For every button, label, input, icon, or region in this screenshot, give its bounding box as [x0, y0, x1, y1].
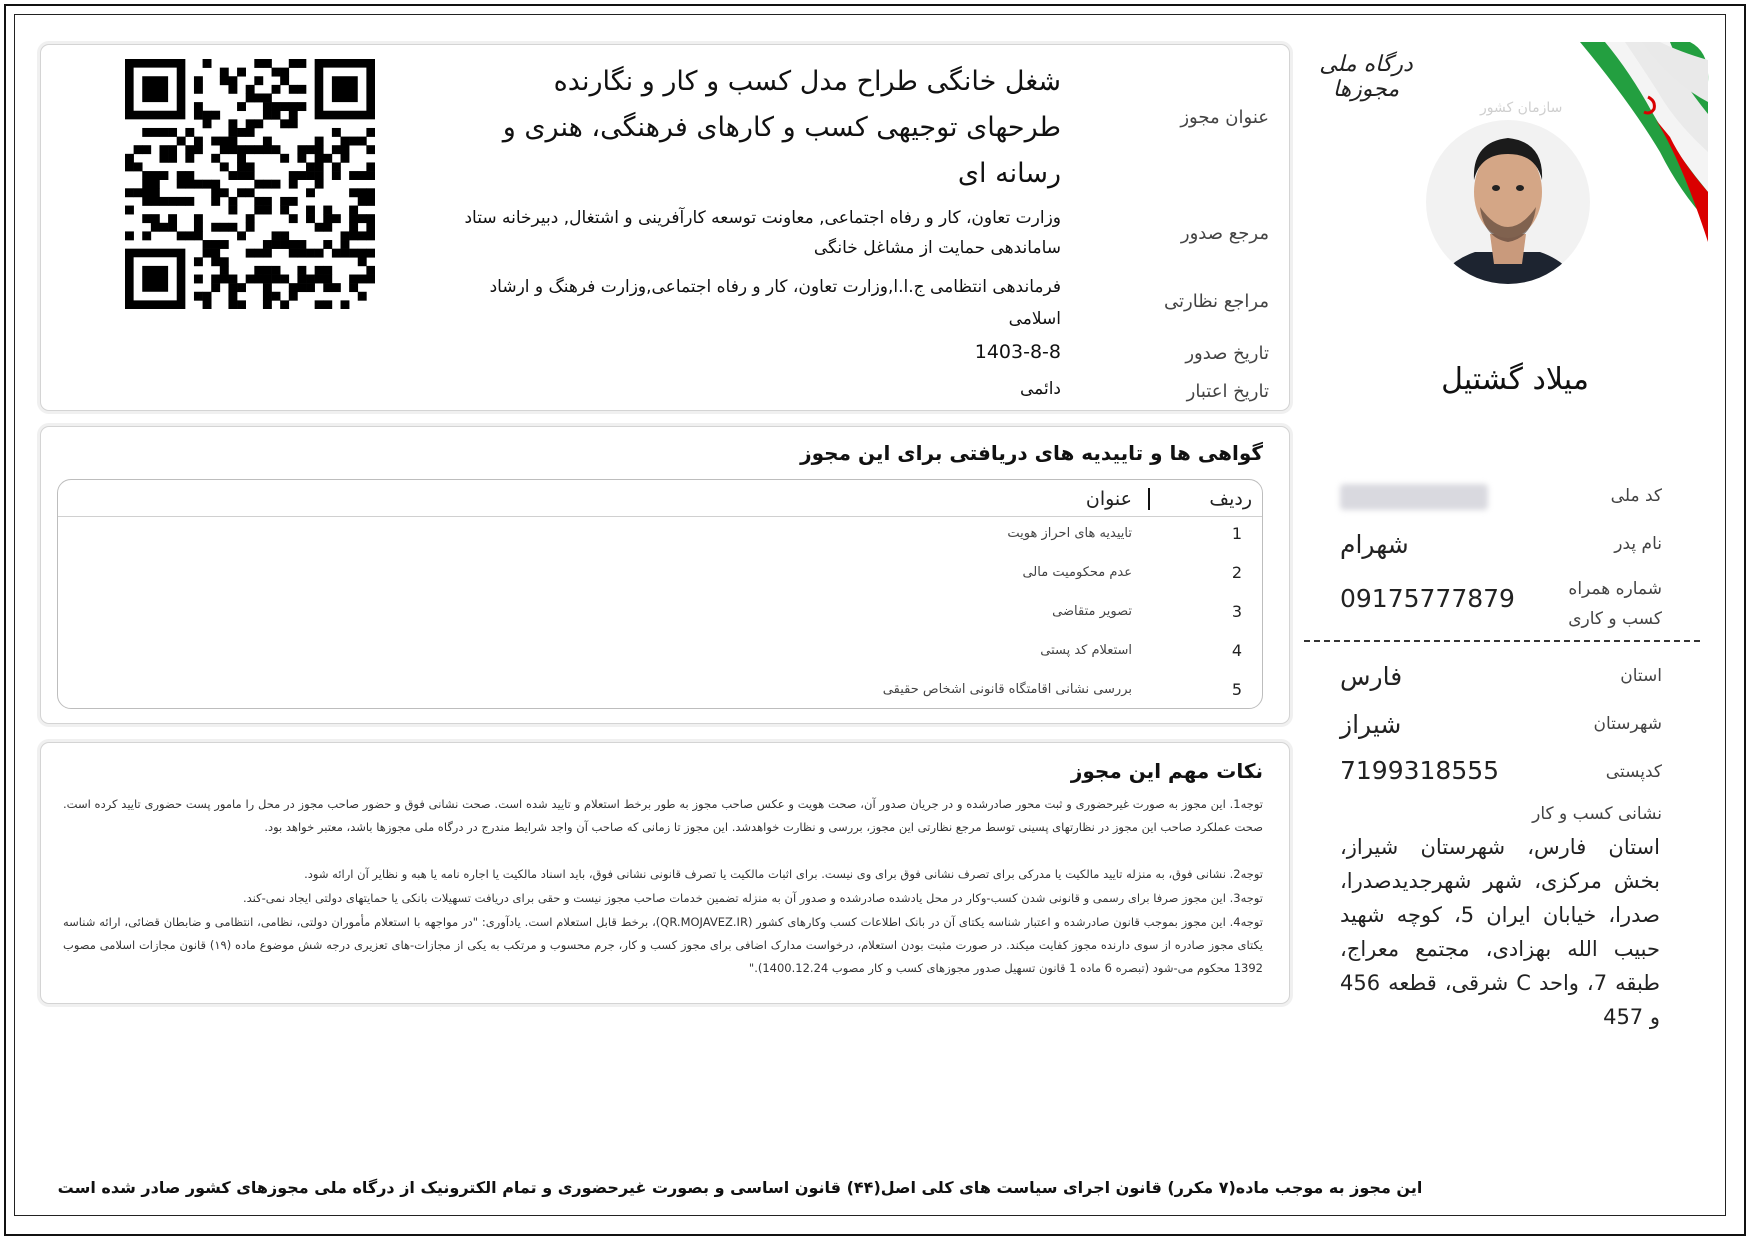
- column-header-row: ردیف: [1209, 488, 1252, 510]
- license-title-line: شغل خانگی طراح مدل کسب و کار و نگارنده: [553, 66, 1061, 97]
- supervisor-line: اسلامی: [1008, 309, 1061, 329]
- address-label: نشانی کسب و کار: [1532, 804, 1662, 824]
- license-info-card: [40, 44, 1290, 411]
- father-name-value: شهرام: [1340, 530, 1409, 559]
- mobile-value: 09175777879: [1340, 584, 1515, 613]
- validity-label: تاریخ اعتبار: [1186, 381, 1269, 402]
- supervisor-value: [451, 271, 1061, 335]
- issue-date-value: 1403-8-8: [974, 341, 1061, 363]
- issue-date-label: تاریخ صدور: [1185, 343, 1269, 364]
- qr-code: [125, 59, 375, 309]
- note-3: توجه3. این مجوز صرفا برای رسمی و قانونی شدن کسب-وکار در محل یادشده صادرشده و صدور آن به منزله تضمین خدمات صاحب مجوز نیست و حقی برای دریافت تسهیلات بانکی یا حمایتهای دولتی ایجاد نمی-کند.: [242, 891, 1263, 905]
- column-header-title: عنوان: [1085, 488, 1132, 510]
- mobile-label: [1532, 574, 1662, 634]
- footer-statement: این مجوز به موجب ماده(۷ مکرر) قانون اجرای سیاست های کلی اصل(۴۴) قانون اساسی و بصورت غیرحضوری و تمام الکترونیک از درگاه ملی مجوزهای کشور صادر شده است: [57, 1178, 1423, 1197]
- row-title: تاییدیه های احراز هویت: [1007, 526, 1132, 541]
- issuer-label: مرجع صدور: [1180, 223, 1269, 244]
- notes-card: [40, 742, 1290, 1004]
- note-4: توجه4. این مجوز بموجب قانون صادرشده و اعتبار شناسه یکتای آن در بانک اطلاعات کسب وکارهای کشور (QR.MOJAVEZ.IR)، برخط قابل استعلام است. یادآوری: "در مواجهه با استعلام مأموران دولتی، نظامی، انتظامی و ضابطان قضائی، ارائه شناسه یکتای مجوز صادره از سوی دارنده مجوز کفایت میکند. در صورت مثبت بودن استعلام، درخواست مدارک اضافی برای مجوز کسب و کار، جرم محسوب و مرتکب به یکی از مجازات-های تعزیری درجه شش موضوع ماده (۱۹) قانون مجازات اسلامی مصوب 1392 محکوم می-شود (تبصره 6 ماده 1 قانون تسهیل صدور مجوزهای کسب و کار مصوب 1400.12.24).": [63, 915, 1264, 975]
- row-title: تصویر متقاضی: [1052, 604, 1132, 619]
- county-label: شهرستان: [1593, 714, 1662, 734]
- postal-code-value: 7199318555: [1340, 756, 1500, 785]
- supervisor-line: فرماندهی انتظامی ج.ا.ا,وزارت تعاون، کار و رفاه اجتماعی,وزارت فرهنگ و ارشاد: [489, 277, 1061, 297]
- row-number: 1: [1231, 524, 1243, 543]
- row-number: 3: [1231, 602, 1243, 621]
- certificates-title: گواهی ها و تاییدیه های دریافتی برای این مجوز: [800, 441, 1263, 465]
- mobile-label-line: کسب و کاری: [1568, 609, 1662, 629]
- holder-name: میلاد گشتیل: [1441, 362, 1589, 397]
- portal-logo: درگاه ملی مجوزها: [1319, 52, 1413, 102]
- header-divider: [58, 516, 1262, 517]
- issuer-line: ساماندهی حمایت از مشاغل خانگی: [813, 238, 1061, 258]
- holder-photo: [1420, 42, 1710, 327]
- address-value: استان فارس، شهرستان شیراز، بخش مرکزی، شهر شهرجدیدصدرا، صدرا، خیابان ایران 5، کوچه شهید حبیب الله بهزادی، مجتمع معراج، طبقه 7، واحد C شرقی، قطعه 456 و 457: [1340, 835, 1661, 1029]
- mobile-label-line: شماره همراه: [1568, 579, 1662, 599]
- national-id-label: کد ملی: [1610, 486, 1662, 506]
- license-title-line: رسانه ای: [957, 158, 1061, 189]
- license-title-line: طرحهای توجیهی کسب و کارهای فرهنگی، هنری و: [502, 112, 1061, 143]
- validity-value: دائمی: [1019, 379, 1061, 399]
- issuer-value: [451, 203, 1061, 263]
- notes-title: نکات مهم این مجوز: [1070, 759, 1263, 783]
- divider-dashed: [1304, 640, 1700, 642]
- row-number: 2: [1231, 563, 1243, 582]
- certificates-card: [40, 426, 1290, 724]
- issuer-line: وزارت تعاون، کار و رفاه اجتماعی, معاونت توسعه کارآفرینی و اشتغال, دبیرخانه ستاد: [464, 208, 1061, 228]
- certificates-table: [57, 479, 1263, 709]
- license-title: [451, 59, 1061, 197]
- province-value: فارس: [1340, 662, 1403, 691]
- national-id-redacted: [1340, 484, 1488, 510]
- row-title: استعلام کد پستی: [1040, 643, 1132, 658]
- father-name-label: نام پدر: [1614, 534, 1662, 554]
- row-title: بررسی نشانی اقامتگاه قانونی اشخاص حقیقی: [882, 682, 1132, 697]
- supervisor-label: مراجع نظارتی: [1164, 291, 1269, 312]
- row-number: 5: [1231, 680, 1243, 699]
- note-1: توجه1. این مجوز به صورت غیرحضوری و ثبت محور صادرشده و در جریان صدور آن، صحت هویت و عکس صاحب مجوز به طور برخط استعلام و تایید شده است. صحت نشانی فوق و حضور صاحب مجوز در محل را مامور پست حضوری تایید کرده است. صحت عملکرد صاحب این مجوز در نظارتهای پسینی توسط مرجع نظارتی این مجوز، بررسی و نظارت خواهدشد. این مجوز تا زمانی که صاحب آن واجد شرایط مندرج در درگاه ملی مجوزها باشد، معتبر خواهد بود.: [63, 797, 1263, 834]
- svg-text:سازمان کشور: سازمان کشور: [1480, 100, 1563, 116]
- county-value: شیراز: [1340, 710, 1402, 739]
- row-number: 4: [1231, 641, 1243, 660]
- column-divider: [1148, 488, 1150, 510]
- note-2: توجه2. نشانی فوق، به منزله تایید مالکیت یا مدرکی برای تصرف نشانی فوق برای وی نیست. برای اثبات مالکیت یا تصرف قانونی نشانی فوق، باید اسناد مالکیت یا اجاره نامه یا هبه و نظایر آن ارائه شود.: [304, 867, 1263, 881]
- province-label: استان: [1620, 666, 1662, 686]
- row-title: عدم محکومیت مالی: [1022, 565, 1132, 580]
- license-title-label: عنوان مجوز: [1180, 107, 1269, 128]
- holder-photo-area: [1420, 42, 1710, 327]
- postal-code-label: کدپستی: [1605, 762, 1662, 782]
